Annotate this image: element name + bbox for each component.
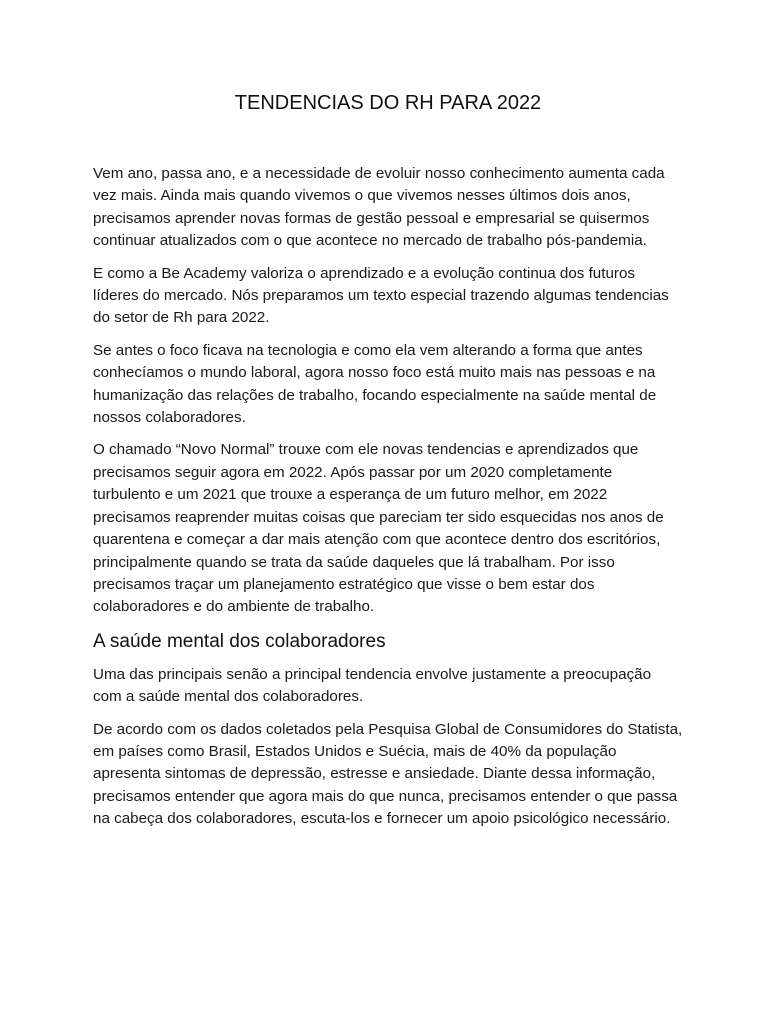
paragraph-intro-3: Se antes o foco ficava na tecnologia e como ela vem alterando a forma que antes conhecíamos o mundo laboral, agora nosso foco está muito mais nas pessoas e na humanização das relações de trabalho, focando especialmente na saúde mental de nossos colaboradores. bbox=[93, 341, 657, 427]
document-title: TENDENCIAS DO RH PARA 2022 bbox=[234, 92, 542, 114]
paragraph-intro-2: E como a Be Academy valoriza o aprendizado e a evolução continua dos futuros líderes do mercado. Nós preparamos um texto especial trazendo algumas tendencias do setor de Rh para 2022. bbox=[93, 264, 669, 327]
paragraph-section-1: Uma das principais senão a principal tendencia envolve justamente a preocupação com a saúde mental dos colaboradores. bbox=[93, 665, 652, 706]
paragraph-section-2: De acordo com os dados coletados pela Pesquisa Global de Consumidores do Statista, em países como Brasil, Estados Unidos e Suécia, mais de 40% da população apresenta sintomas de depressão, estresse e ansiedade. Diante dessa informação, precisamos entender que agora mais do que nunca, precisamos entender o que passa na cabeça dos colaboradores, escuta-los e fornecer um apoio psicológico necessário. bbox=[93, 720, 683, 828]
paragraph-intro-1: Vem ano, passa ano, e a necessidade de evoluir nosso conhecimento aumenta cada vez mais. Ainda mais quando vivemos o que vivemos nesses últimos dois anos, precisamos aprender novas formas de gestão pessoal e empresarial se quisermos continuar atualizados com o que acontece no mercado de trabalho pós-pandemia. bbox=[93, 165, 665, 250]
document-body bbox=[93, 163, 683, 841]
section-heading: A saúde mental dos colaboradores bbox=[93, 630, 386, 652]
paragraph-intro-4: O chamado “Novo Normal” trouxe com ele novas tendencias e aprendizados que precisamos seguir agora em 2022. Após passar por um 2020 completamente turbulento e um 2021 que trouxe a esperança de um futuro melhor, em 2022 precisamos reaprender muitas coisas que pareciam ter sido esquecidas nos anos de quarentena e começar a dar mais atenção com que acontece dentro dos escritórios, principalmente quando se trata da saúde daqueles que lá trabalham. Por isso precisamos traçar um planejamento estratégico que visse o bem estar dos colaboradores e do ambiente de trabalho. bbox=[93, 441, 664, 616]
